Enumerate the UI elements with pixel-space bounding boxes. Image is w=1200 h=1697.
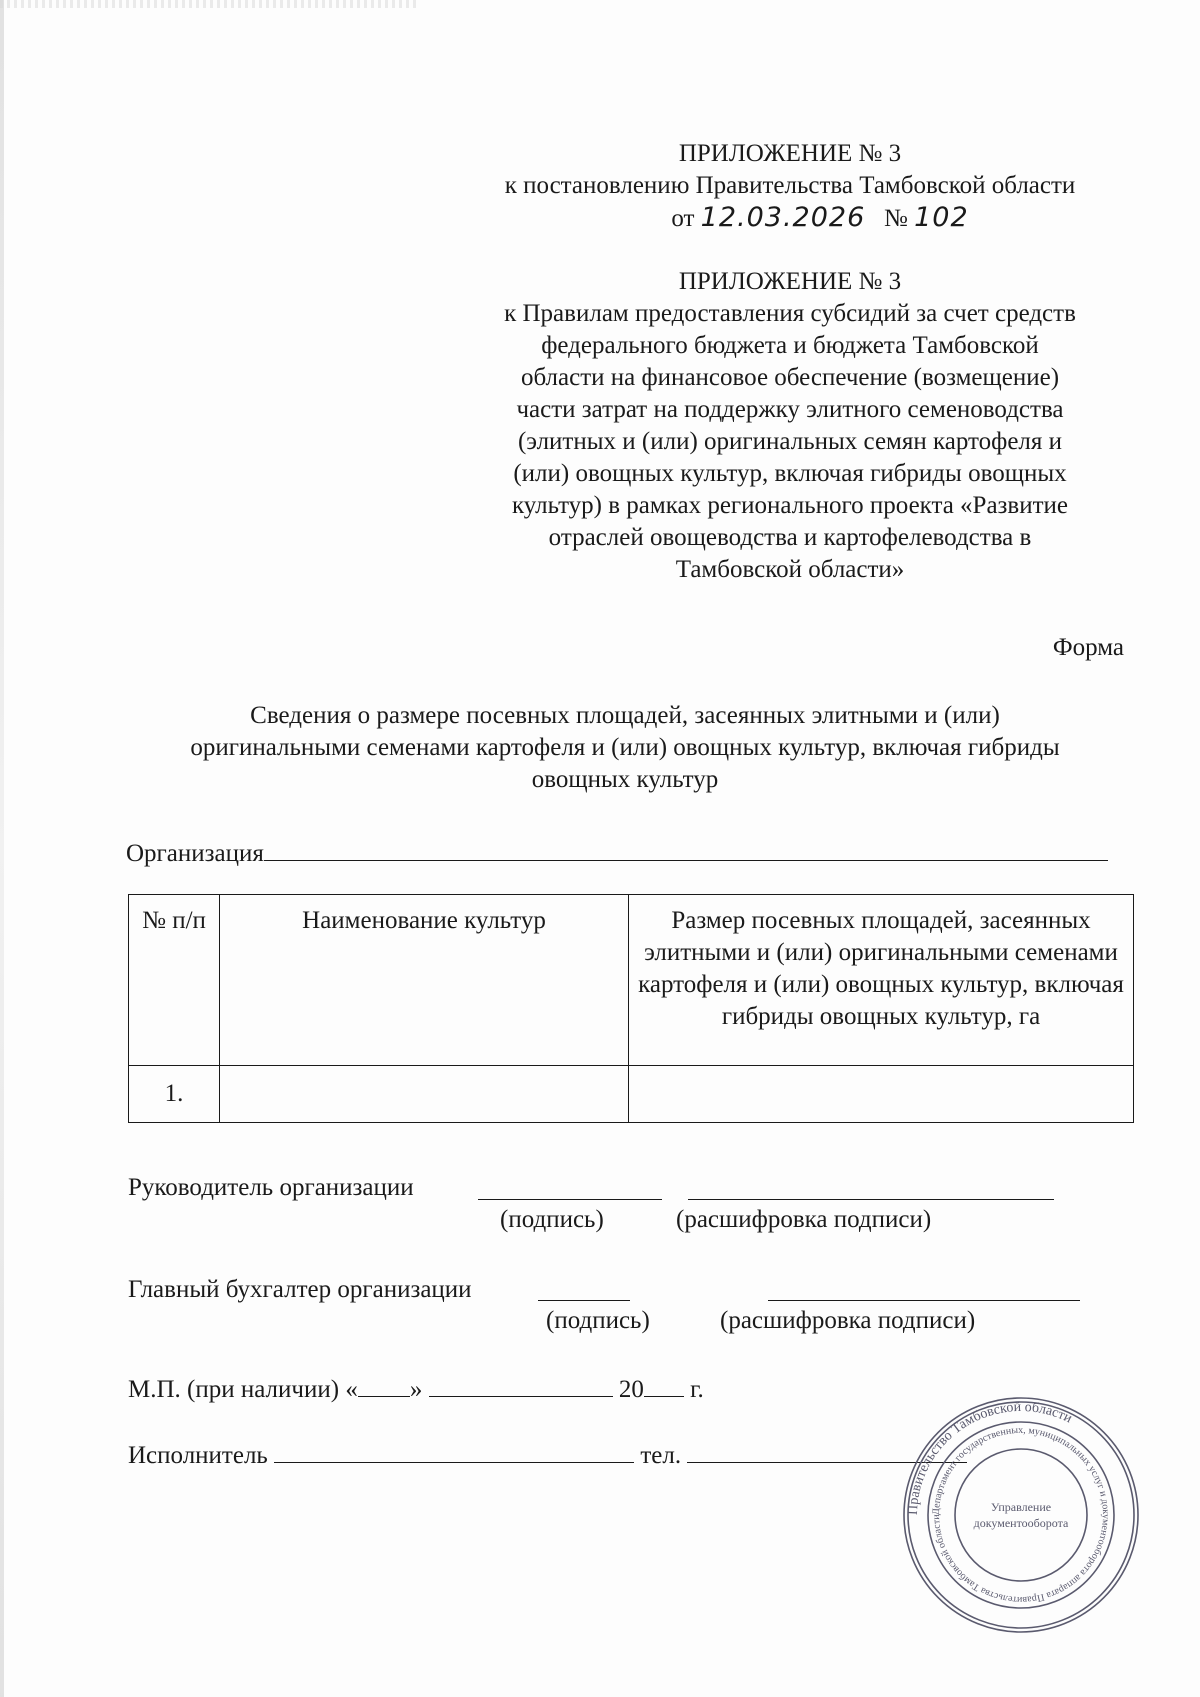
executor-label: Исполнитель (128, 1442, 268, 1469)
header-number: № п/п (129, 895, 220, 1066)
rules-line: (или) овощных культур, включая гибриды овощных (513, 460, 1067, 487)
accountant-decode-caption: (расшифровка подписи) (720, 1307, 976, 1334)
appendix-header-rules (440, 266, 1140, 586)
appendix-header-decree (440, 138, 1140, 235)
date-prefix: от (671, 205, 695, 232)
executor-field[interactable] (274, 1438, 634, 1463)
rules-line: федерального бюджета и бюджета Тамбовской (541, 332, 1039, 359)
cell-number: 1. (129, 1066, 220, 1123)
accountant-signature-row (128, 1274, 1128, 1306)
stamp-middle-text (931, 1425, 1111, 1605)
organization-row (126, 836, 1126, 870)
handwritten-date: 12.03.2026 (700, 202, 866, 233)
accountant-label: Главный бухгалтер организации (128, 1276, 472, 1303)
rules-line: к Правилам предоставления субсидий за счет средств (504, 300, 1076, 327)
stamp-outer-textpath: Правительство Тамбовской области (905, 1399, 1075, 1516)
table-header-row (129, 895, 1134, 1066)
handwritten-number: 102 (914, 202, 969, 233)
stamp-center-text-1: Управление (990, 1500, 1052, 1514)
scan-edge-artifact (0, 0, 4, 1697)
accountant-signature-line[interactable] (538, 1300, 630, 1301)
appendix-title-2: ПРИЛОЖЕНИЕ № 3 (678, 268, 902, 295)
number-prefix: № (884, 205, 908, 232)
title-line: Сведения о размере посевных площадей, засеянных элитными и (или) (250, 702, 1000, 729)
form-label: Форма (1052, 634, 1124, 661)
stamp-middle-ring (928, 1422, 1114, 1608)
document-title (110, 700, 1140, 796)
mp-month-field[interactable] (429, 1372, 613, 1397)
rules-line: части затрат на поддержку элитного семеноводства (516, 396, 1064, 423)
header-crop-name: Наименование культур (220, 895, 629, 1066)
title-line: оригинальными семенами картофеля и (или) овощных культур, включая гибриды (190, 734, 1060, 761)
mp-year-prefix: 20 (618, 1376, 644, 1403)
rules-line: области на финансовое обеспечение (возмещение) (520, 364, 1060, 391)
table-row (129, 1066, 1134, 1123)
mp-label: М.П. (при наличии) « (128, 1376, 358, 1403)
rules-line: культур) в рамках регионального проекта «Развитие (511, 492, 1069, 519)
head-decode-line[interactable] (688, 1199, 1054, 1200)
head-signature-caption: (подпись) (500, 1206, 604, 1233)
organization-label: Организация (126, 840, 264, 867)
official-stamp (901, 1395, 1141, 1635)
rules-line: Тамбовской области» (675, 556, 905, 583)
rules-line: отраслей овощеводства и картофелеводства в (548, 524, 1032, 551)
crop-area-table (128, 894, 1134, 1123)
cell-crop-name[interactable] (220, 1066, 629, 1123)
mp-day-field[interactable] (358, 1372, 410, 1397)
rules-line: (элитных и (или) оригинальных семян картофеля и (517, 428, 1063, 455)
head-signature-line[interactable] (478, 1199, 662, 1200)
appendix-decree-ref: к постановлению Правительства Тамбовской области (504, 172, 1076, 199)
stamp-outer-text (906, 1400, 1075, 1515)
accountant-signature-caption: (подпись) (546, 1307, 650, 1334)
head-decode-caption: (расшифровка подписи) (676, 1206, 932, 1233)
mp-year-field[interactable] (644, 1372, 684, 1397)
accountant-decode-line[interactable] (768, 1300, 1080, 1301)
scan-top-artifact (0, 0, 420, 8)
head-label: Руководитель организации (128, 1174, 414, 1201)
appendix-title: ПРИЛОЖЕНИЕ № 3 (678, 140, 902, 167)
mp-quote-close: » (409, 1376, 423, 1403)
phone-label: тел. (640, 1442, 682, 1469)
stamp-inner-ring (955, 1449, 1087, 1581)
mp-year-suffix: г. (690, 1376, 704, 1403)
cell-area[interactable] (629, 1066, 1134, 1123)
appendix-date-line (440, 202, 1140, 235)
title-line: овощных культур (531, 766, 719, 793)
header-area: Размер посевных площадей, засеянных элитными и (или) оригинальными семенами картофеля и (или) овощных культур, включая гибриды овощных культур, га (629, 895, 1134, 1066)
stamp-center-text-2: документооборота (973, 1516, 1069, 1530)
organization-field[interactable] (264, 836, 1108, 861)
stamp-middle-textpath: Департамент государственных, муниципальных услуг и документооборота аппарата Правительства Тамбовской области (930, 1424, 1112, 1606)
